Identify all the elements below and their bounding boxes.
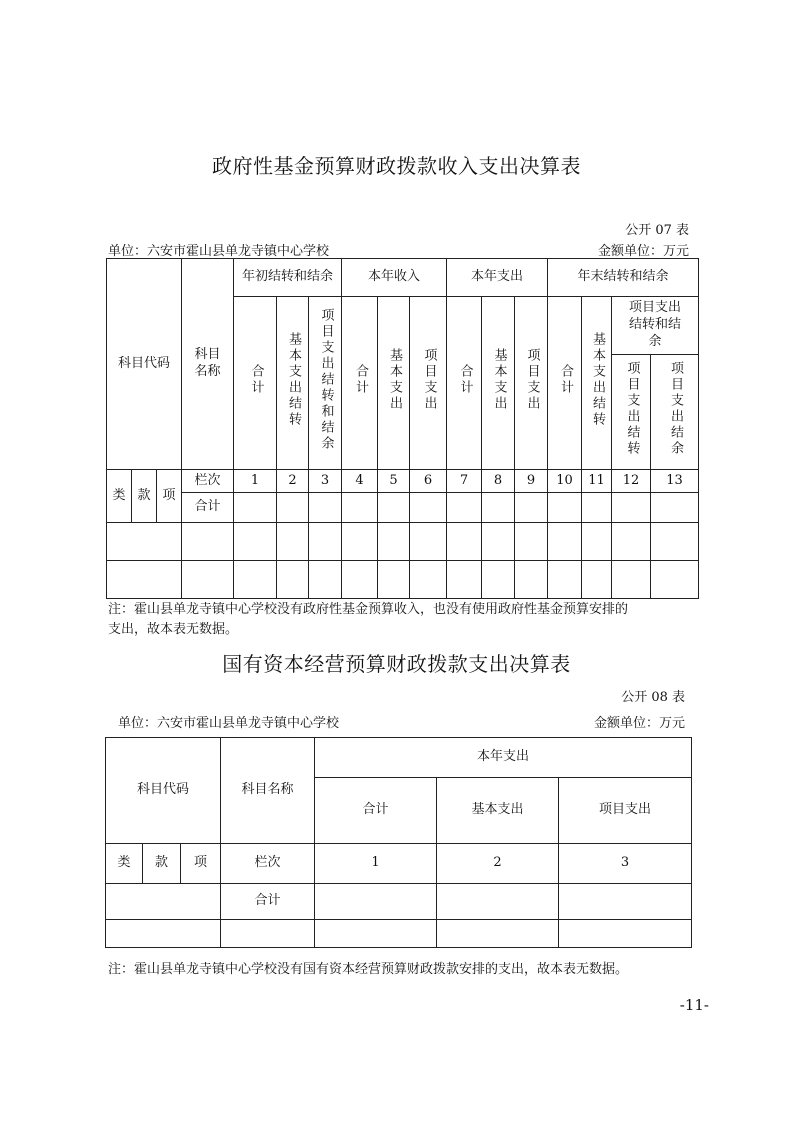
table07-end-project-carry: 项目支出结转 (612, 355, 651, 470)
table-cell (447, 561, 482, 599)
table-cell (378, 493, 410, 523)
table-cell (515, 561, 548, 599)
table07-row-lanci: 栏次 (182, 470, 234, 493)
table-cell (234, 493, 277, 523)
table08-col-lei: 类 (106, 844, 143, 884)
table07-begin-total: 合计 (234, 297, 277, 470)
table07-income-basic: 基本支出 (378, 297, 410, 470)
table08-row-total: 合计 (221, 884, 315, 920)
table-cell (309, 523, 342, 561)
table-cell (410, 561, 447, 599)
table08-group-expense: 本年支出 (315, 738, 692, 778)
table07-group-income: 本年收入 (342, 259, 447, 297)
table-cell (342, 493, 378, 523)
table07-num: 3 (309, 470, 342, 493)
table-cell (582, 523, 612, 561)
table07-header-name: 科目名称 (182, 259, 234, 470)
page-number: -11- (679, 996, 709, 1014)
table-cell (234, 523, 277, 561)
table08-title: 国有资本经营预算财政拨款支出决算表 (222, 652, 571, 676)
table07-num: 6 (410, 470, 447, 493)
table07-note-line1: 注：霍山县单龙寺镇中心学校没有政府性基金预算收入，也没有使用政府性基金预算安排的 (108, 602, 629, 617)
table07-end-basic-carry: 基本支出结转 (582, 297, 612, 470)
table07 (106, 258, 699, 599)
table07-group-begin: 年初结转和结余 (234, 259, 342, 297)
table-cell (106, 884, 221, 920)
table-row (107, 561, 699, 599)
table07-code: 公开 07 表 (625, 223, 689, 238)
table07-end-total: 合计 (548, 297, 582, 470)
table-cell (612, 561, 651, 599)
table07-title: 政府性基金预算财政拨款收入支出决算表 (212, 154, 581, 178)
table-cell (309, 493, 342, 523)
table08 (105, 737, 692, 948)
table07-col-kuan: 款 (132, 470, 157, 523)
table-cell (378, 561, 410, 599)
table-cell (234, 561, 277, 599)
table-cell (651, 523, 699, 561)
table08-row-lanci: 栏次 (221, 844, 315, 884)
table-cell (378, 523, 410, 561)
table07-money-unit: 金额单位：万元 (597, 244, 689, 259)
table-cell (559, 884, 692, 920)
table08-note: 注：霍山县单龙寺镇中心学校没有国有资本经营预算财政拨款安排的支出，故本表无数据。 (108, 962, 629, 977)
table07-num: 11 (582, 470, 612, 493)
table-cell (182, 561, 234, 599)
table07-unit: 单位：六安市霍山县单龙寺镇中心学校 (108, 244, 330, 259)
table07-num: 7 (447, 470, 482, 493)
table07-note-line2: 支出，故本表无数据。 (108, 622, 239, 637)
table-cell (559, 920, 692, 948)
table08-unit: 单位：六安市霍山县单龙寺镇中心学校 (118, 716, 340, 731)
table08-col-kuan: 款 (143, 844, 181, 884)
table-cell (277, 493, 309, 523)
table07-end-project-balance: 项目支出结余 (651, 355, 699, 470)
table08-header-name: 科目名称 (221, 738, 315, 844)
table-cell (515, 523, 548, 561)
table-cell (107, 523, 182, 561)
table07-num: 1 (234, 470, 277, 493)
table07-col-xiang: 项 (157, 470, 182, 523)
table-cell (437, 920, 559, 948)
table08-col-xiang: 项 (181, 844, 221, 884)
table-cell (651, 493, 699, 523)
table-cell (315, 884, 437, 920)
table-cell (106, 920, 221, 948)
table-cell (410, 493, 447, 523)
table-cell (277, 523, 309, 561)
table08-sub-basic: 基本支出 (437, 778, 559, 844)
table-cell (612, 493, 651, 523)
table08-money-unit: 金额单位：万元 (593, 716, 685, 731)
table07-income-project: 项目支出 (410, 297, 447, 470)
table07-num: 8 (482, 470, 515, 493)
table-cell (482, 561, 515, 599)
table08-num: 1 (315, 844, 437, 884)
table-cell (221, 920, 315, 948)
table-cell (582, 561, 612, 599)
table-cell (410, 523, 447, 561)
table07-col-lei: 类 (107, 470, 132, 523)
table-row (106, 920, 692, 948)
table07-num: 2 (277, 470, 309, 493)
table07-income-total: 合计 (342, 297, 378, 470)
table07-expense-total: 合计 (447, 297, 482, 470)
table-cell (482, 523, 515, 561)
table08-sub-project: 项目支出 (559, 778, 692, 844)
table07-group-expense: 本年支出 (447, 259, 548, 297)
table07-num: 4 (342, 470, 378, 493)
table07-begin-basic-carry: 基本支出结转 (277, 297, 309, 470)
table-cell (342, 561, 378, 599)
table-cell (447, 523, 482, 561)
table07-num: 5 (378, 470, 410, 493)
table-cell (315, 920, 437, 948)
table07-group-end: 年末结转和结余 (548, 259, 699, 297)
table-row (107, 523, 699, 561)
table-cell (548, 493, 582, 523)
table-cell (437, 884, 559, 920)
table07-row-total: 合计 (182, 493, 234, 523)
table08-header-code: 科目代码 (106, 738, 221, 844)
table-cell (515, 493, 548, 523)
table-cell (651, 561, 699, 599)
table-cell (107, 561, 182, 599)
table-cell (582, 493, 612, 523)
table07-num: 13 (651, 470, 699, 493)
table-cell (612, 523, 651, 561)
table07-expense-basic: 基本支出 (482, 297, 515, 470)
table-cell (548, 561, 582, 599)
table-cell (182, 523, 234, 561)
table-cell (309, 561, 342, 599)
table-cell (548, 523, 582, 561)
table-cell (277, 561, 309, 599)
table08-code: 公开 08 表 (621, 690, 685, 705)
table07-num: 9 (515, 470, 548, 493)
table-cell (447, 493, 482, 523)
table-cell (482, 493, 515, 523)
table07-expense-project: 项目支出 (515, 297, 548, 470)
table07-num: 10 (548, 470, 582, 493)
table-cell (342, 523, 378, 561)
table07-begin-project-carry: 项目支出结转和结余 (309, 297, 342, 470)
table08-sub-total: 合计 (315, 778, 437, 844)
table08-num: 2 (437, 844, 559, 884)
table07-header-code: 科目代码 (107, 259, 182, 470)
table07-num: 12 (612, 470, 651, 493)
table08-num: 3 (559, 844, 692, 884)
table07-end-project-group: 项目支出结转和结余 (612, 297, 699, 355)
